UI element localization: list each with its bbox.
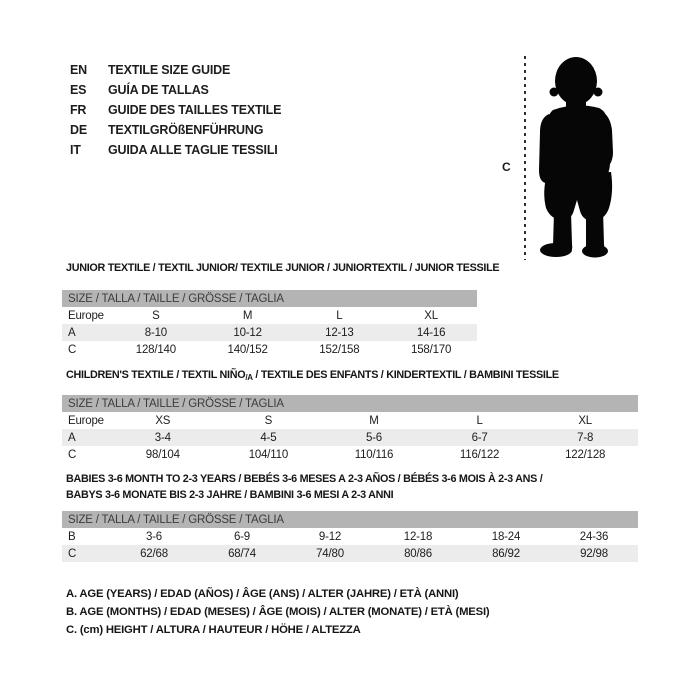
size-header-bar: SIZE / TALLA / TAILLE / GRÖSSE / TAGLIA — [62, 395, 638, 412]
size-cell: 6-9 — [233, 530, 251, 543]
size-cell: L — [476, 414, 483, 427]
size-cell: 24-36 — [579, 530, 609, 543]
footnote-b: B. AGE (MONTHS) / EDAD (MESES) / ÂGE (MOIS) / ALTER (MONATE) / ETÀ (MESI) — [66, 606, 490, 618]
size-cell: 14-16 — [416, 326, 446, 339]
lang-code: IT — [70, 143, 81, 157]
size-cell: 5-6 — [365, 431, 382, 444]
size-cell: 9-12 — [318, 530, 342, 543]
lang-row-fr — [70, 100, 281, 120]
babies-title-line2: BABYS 3-6 MONATE BIS 2-3 JAHRE / BAMBINI 3-6 MESI A 2-3 ANNI — [66, 489, 394, 501]
table-row-europe — [62, 307, 477, 324]
children-title-post: / TEXTILE DES ENFANTS / KINDERTEXTIL / BAMBINI TESSILE — [252, 369, 559, 381]
size-cell: 98/104 — [145, 448, 180, 461]
size-cell: 8-10 — [144, 326, 167, 339]
size-cell: XL — [424, 309, 438, 322]
height-measure-label: C — [502, 160, 511, 174]
size-cell: M — [369, 414, 379, 427]
row-label: C — [68, 547, 77, 560]
size-cell: 62/68 — [140, 547, 168, 560]
row-label: Europe — [68, 414, 104, 427]
row-label: B — [68, 530, 76, 543]
lang-label: GUIDE DES TAILLES TEXTILE — [108, 103, 282, 117]
size-cell: 6-7 — [471, 431, 488, 444]
size-cell: 3-4 — [154, 431, 171, 444]
size-cell: 158/170 — [411, 343, 452, 356]
size-cell: 128/140 — [135, 343, 176, 356]
size-cell: 4-5 — [260, 431, 277, 444]
size-cell: 104/110 — [248, 448, 289, 461]
size-cell: S — [152, 309, 160, 322]
babies-table-title — [66, 471, 646, 503]
size-cell: 80/86 — [404, 547, 432, 560]
footnote-c: C. (cm) HEIGHT / ALTURA / HAUTEUR / HÖHE / ALTEZZA — [66, 624, 361, 636]
junior-size-table — [62, 290, 477, 358]
babies-size-table — [62, 511, 638, 562]
row-label: A — [68, 431, 76, 444]
lang-label: TEXTILGRÖßENFÜHRUNG — [108, 123, 264, 137]
size-cell: 86/92 — [492, 547, 520, 560]
size-cell: 10-12 — [233, 326, 262, 339]
lang-row-it — [70, 140, 281, 160]
table-row-height-cm — [62, 341, 477, 358]
size-cell: M — [242, 309, 253, 322]
lang-code: DE — [70, 123, 87, 137]
size-header-bar: SIZE / TALLA / TAILLE / GRÖSSE / TAGLIA — [62, 511, 638, 528]
table-row-height-cm — [62, 545, 638, 562]
lang-label: GUÍA DE TALLAS — [108, 83, 209, 97]
lang-row-de — [70, 120, 281, 140]
size-cell: 122/128 — [565, 448, 606, 461]
table-row-age-months — [62, 528, 638, 545]
row-label: C — [68, 343, 77, 356]
height-measure-dashed-line — [524, 56, 526, 260]
footnote-legend — [66, 585, 489, 639]
size-cell: 12-18 — [403, 530, 433, 543]
table-row-height-cm — [62, 446, 638, 463]
lang-row-es — [70, 80, 281, 100]
size-cell: 140/152 — [227, 343, 268, 356]
footnote-a: A. AGE (YEARS) / EDAD (AÑOS) / ÂGE (ANS) / ALTER (JAHRE) / ETÀ (ANNI) — [66, 588, 459, 600]
toddler-silhouette-icon — [533, 50, 678, 260]
babies-title-line1: BABIES 3-6 MONTH TO 2-3 YEARS / BEBÉS 3-6 MESES A 2-3 AÑOS / BÉBÉS 3-6 MOIS À 2-3 ANS / — [66, 473, 543, 485]
children-title-sub: /A — [245, 373, 253, 382]
size-cell: 3-6 — [145, 530, 163, 543]
lang-row-en — [70, 60, 281, 80]
size-cell: L — [336, 309, 343, 322]
row-label: C — [68, 448, 77, 461]
language-legend — [70, 60, 281, 160]
row-label: A — [68, 326, 76, 339]
children-table-title — [66, 369, 559, 382]
size-cell: S — [264, 414, 273, 427]
children-size-table — [62, 395, 638, 463]
size-cell: XS — [155, 414, 171, 427]
size-cell: 152/158 — [319, 343, 360, 356]
size-cell: 110/116 — [354, 448, 394, 461]
size-cell: 74/80 — [316, 547, 344, 560]
lang-label: TEXTILE SIZE GUIDE — [108, 63, 231, 77]
size-cell: 12-13 — [325, 326, 354, 339]
lang-code: EN — [70, 63, 87, 77]
table-row-age-years — [62, 324, 477, 341]
size-cell: 116/122 — [459, 448, 500, 461]
junior-table-title: JUNIOR TEXTILE / TEXTIL JUNIOR/ TEXTILE JUNIOR / JUNIORTEXTIL / JUNIOR TESSILE — [66, 262, 500, 274]
size-cell: 18-24 — [491, 530, 521, 543]
lang-code: ES — [70, 83, 87, 97]
children-title-pre: CHILDREN'S TEXTILE / TEXTIL NIÑO — [66, 369, 246, 381]
table-row-europe — [62, 412, 638, 429]
size-cell: 7-8 — [577, 431, 594, 444]
table-row-age-years — [62, 429, 638, 446]
size-header-bar: SIZE / TALLA / TAILLE / GRÖSSE / TAGLIA — [62, 290, 477, 307]
size-cell: 68/74 — [228, 547, 256, 560]
size-cell: XL — [578, 414, 592, 427]
lang-label: GUIDA ALLE TAGLIE TESSILI — [108, 143, 278, 157]
row-label: Europe — [68, 309, 104, 322]
size-cell: 92/98 — [580, 547, 608, 560]
lang-code: FR — [70, 103, 87, 117]
